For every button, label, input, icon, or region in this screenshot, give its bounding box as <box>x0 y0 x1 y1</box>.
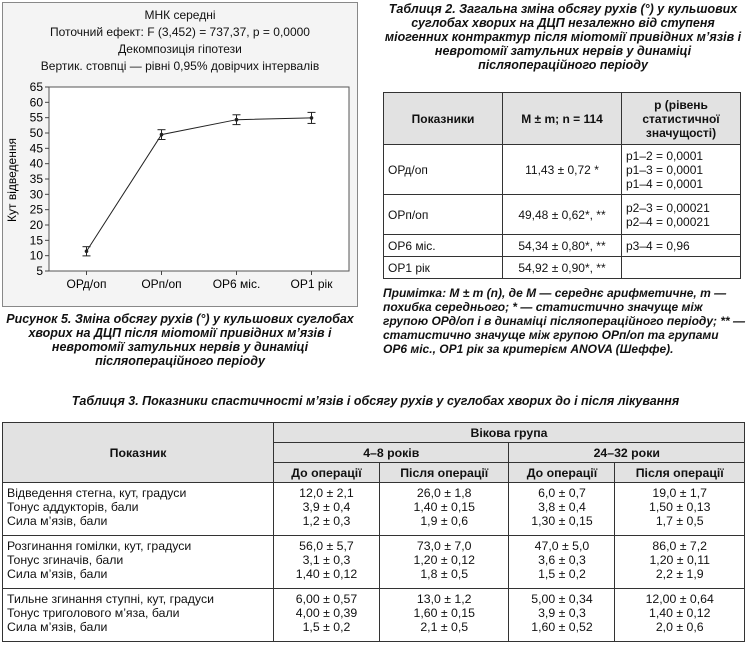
data-point <box>310 116 314 120</box>
table3-label: Сила м’язів, бали <box>7 620 108 634</box>
table3-age-group-2: 24–32 роки <box>509 443 745 463</box>
data-point <box>85 249 89 253</box>
x-tick-label: ОР6 міс. <box>212 277 261 291</box>
table2-row-label: ОР6 міс. <box>384 235 503 257</box>
line-chart <box>2 80 358 305</box>
table3-value: 1,40 ± 0,12 <box>295 567 358 581</box>
table3-row-values <box>509 536 615 589</box>
y-tick-label: 35 <box>29 172 43 186</box>
table2-p-line: p2–3 = 0,00021 <box>626 200 710 215</box>
table3-row-labels <box>3 483 274 536</box>
table2 <box>383 92 741 279</box>
table3-row-values <box>615 536 745 589</box>
table2-row-value: 11,43 ± 0,72 * <box>503 145 622 195</box>
table3-age-group-1: 4–8 років <box>274 443 509 463</box>
y-axis-label: Кут відведення <box>5 138 19 222</box>
table3 <box>2 422 745 642</box>
table3-subheader: Після операції <box>615 463 745 483</box>
figure-header-3: Декомпозиція гіпотези <box>118 42 242 56</box>
y-tick-label: 45 <box>29 141 43 156</box>
table3-label: Тильне згинання ступні, кут, градуси <box>7 592 214 606</box>
y-tick-label: 25 <box>29 202 43 217</box>
table3-row <box>3 483 745 536</box>
table2-row <box>384 257 741 279</box>
table3-row <box>3 536 745 589</box>
figure-header-4: Вертик. стовпці — рівні 0,95% довірчих інтервалів <box>40 59 320 73</box>
table2-header-mean: M ± m; n = 114 <box>503 93 622 145</box>
y-tick-label: 55 <box>29 110 43 125</box>
y-tick-label: 50 <box>29 126 43 140</box>
table2-row <box>384 195 741 235</box>
table2-row-label: ОРп/оп <box>384 195 503 235</box>
table2-row-value: 54,34 ± 0,80*, ** <box>503 235 622 257</box>
table2-p-line: p1–3 = 0,0001 <box>626 162 704 177</box>
table3-value: 1,20 ± 0,12 <box>413 553 475 567</box>
table3-value: 3,8 ± 0,4 <box>538 500 586 514</box>
table3-header-age: Вікова група <box>274 423 745 443</box>
table3-subheader: Після операції <box>379 463 509 483</box>
table3-value: 2,2 ± 1,9 <box>655 567 704 581</box>
table3-value: 3,9 ± 0,4 <box>302 500 351 514</box>
table2-header-indicator: Показники <box>384 93 503 145</box>
table3-row-values <box>509 589 615 642</box>
table3-header-indicator: Показник <box>3 423 274 483</box>
table3-value: 19,0 ± 1,7 <box>652 486 708 500</box>
table3-row-labels <box>3 536 274 589</box>
table3-value: 1,5 ± 0,2 <box>538 567 586 581</box>
table3-value: 1,5 ± 0,2 <box>302 620 351 634</box>
figure-header-1: МНК середні <box>144 8 216 22</box>
table3-subheader: До операції <box>509 463 615 483</box>
table3-value: 1,30 ± 0,15 <box>531 514 593 528</box>
table3-value: 2,0 ± 0,6 <box>655 620 704 634</box>
table3-row-values <box>379 483 509 536</box>
table2-row-value: 54,92 ± 0,90*, ** <box>503 257 622 279</box>
y-tick-label: 30 <box>29 187 43 202</box>
figure-caption: Рисунок 5. Зміна обсягу рухів (°) у кульшових суглобах хворих на ДЦП після міотомії привідних м’язів і невротомії затульних нервів у динаміці післяопераційного періоду <box>6 312 354 368</box>
x-tick-label: ОР1 рік <box>290 277 333 291</box>
table3-value: 56,0 ± 5,7 <box>299 539 354 553</box>
table3-row-values <box>615 483 745 536</box>
y-tick-label: 40 <box>29 156 43 171</box>
table3-row-values <box>274 536 380 589</box>
x-tick-label: ОРд/оп <box>66 277 107 291</box>
table2-row <box>384 145 741 195</box>
table3-value: 1,7 ± 0,5 <box>655 514 704 528</box>
data-point <box>160 133 164 137</box>
table3-row-values <box>379 589 509 642</box>
y-tick-label: 5 <box>36 264 43 278</box>
table3-row-values <box>274 483 380 536</box>
table2-p-line: p2–4 = 0,00021 <box>626 214 710 229</box>
table3-row-values <box>379 536 509 589</box>
table3-value: 12,0 ± 2,1 <box>299 486 354 500</box>
table3-value: 1,9 ± 0,6 <box>420 514 469 528</box>
table3-value: 47,0 ± 5,0 <box>534 539 590 553</box>
table3-value: 26,0 ± 1,8 <box>416 486 472 500</box>
table3-row-values <box>274 589 380 642</box>
table2-row-label: ОР1 рік <box>384 257 503 279</box>
table2-row-p <box>622 257 741 279</box>
table3-label: Тонус згиначів, бали <box>7 553 124 567</box>
y-tick-label: 65 <box>29 80 43 94</box>
table3-label: Сила м’язів, бали <box>7 567 108 581</box>
table3-label: Розгинання гомілки, кут, градуси <box>7 539 192 553</box>
table3-value: 4,00 ± 0,39 <box>295 606 358 620</box>
y-tick-label: 60 <box>29 95 43 110</box>
figure-header-2: Поточний ефект: F (3,452) = 737,37, p = 0,0000 <box>50 25 310 39</box>
table3-label: Тонус аддукторів, бали <box>7 500 139 514</box>
y-tick-label: 15 <box>29 233 43 248</box>
table3-value: 1,40 ± 0,15 <box>413 500 475 514</box>
table3-value: 13,0 ± 1,2 <box>416 592 472 606</box>
table3-row-values <box>509 483 615 536</box>
table3-title: Таблиця 3. Показники спастичності м’язів і обсягу рухів у суглобах хворих до і після лікування <box>71 394 680 408</box>
table3-value: 6,0 ± 0,7 <box>538 486 586 500</box>
y-tick-label: 20 <box>29 218 43 232</box>
table3-row-labels <box>3 589 274 642</box>
table3-label: Сила м’язів, бали <box>7 514 108 528</box>
table2-row-label: ОРд/оп <box>384 145 503 195</box>
data-point <box>235 118 239 122</box>
table3-value: 3,1 ± 0,3 <box>302 553 351 567</box>
table2-p-line: p1–2 = 0,0001 <box>626 148 704 163</box>
table2-row <box>384 235 741 257</box>
table3-value: 86,0 ± 7,2 <box>652 539 708 553</box>
table3-value: 3,9 ± 0,3 <box>538 606 586 620</box>
table2-header-p: p (рівень статистичної значущості) <box>622 93 741 145</box>
table2-row-value: 49,48 ± 0,62*, ** <box>503 195 622 235</box>
y-tick-label: 10 <box>29 248 43 263</box>
table3-value: 1,2 ± 0,3 <box>302 514 351 528</box>
table3-value: 1,8 ± 0,5 <box>420 567 469 581</box>
table3-value: 1,20 ± 0,11 <box>649 553 710 567</box>
table3-value: 12,00 ± 0,64 <box>645 592 714 606</box>
table3-value: 1,60 ± 0,52 <box>531 620 593 634</box>
table3-label: Тонус триголового м’яза, бали <box>7 606 180 620</box>
table3-value: 2,1 ± 0,5 <box>420 620 469 634</box>
table3-value: 1,40 ± 0,12 <box>648 606 711 620</box>
table3-value: 1,60 ± 0,15 <box>413 606 475 620</box>
table2-p-line: p1–4 = 0,0001 <box>626 176 704 191</box>
table3-value: 1,50 ± 0,13 <box>648 500 711 514</box>
table3-label: Відведення стегна, кут, градуси <box>7 486 187 500</box>
table3-row <box>3 589 745 642</box>
table2-title: Таблиця 2. Загальна зміна обсягу рухів (°) у кульшових суглобах хворих на ДЦП незалежно від ступеня міогенних контрактур після міотомії привідних м’язів і невротомії затульних нервів у динаміці післяопераційного періоду <box>384 2 742 72</box>
table3-row-values <box>615 589 745 642</box>
table3-value: 3,6 ± 0,3 <box>538 553 586 567</box>
x-tick-label: ОРп/оп <box>141 277 182 291</box>
table3-value: 5,00 ± 0,34 <box>531 592 593 606</box>
table2-row-p <box>622 195 741 235</box>
table3-subheader: До операції <box>274 463 380 483</box>
plot-area <box>49 87 349 271</box>
table2-p-line: p3–4 = 0,96 <box>626 238 690 253</box>
table2-note: Примітка: M ± m (n), де M — середнє арифметичне, m — похибка середнього; * — статистично значуще між групою ОРд/оп і в динаміці післяопераційного періоду; ** — статистично значуще між групою ОРп/оп та групами ОР6 міс., ОР1 рік за критерієм ANOVA (Шеффе). <box>383 286 746 356</box>
table3-value: 73,0 ± 7,0 <box>416 539 472 553</box>
table2-row-p <box>622 145 741 195</box>
table2-row-p <box>622 235 741 257</box>
table3-value: 6,00 ± 0,57 <box>295 592 358 606</box>
